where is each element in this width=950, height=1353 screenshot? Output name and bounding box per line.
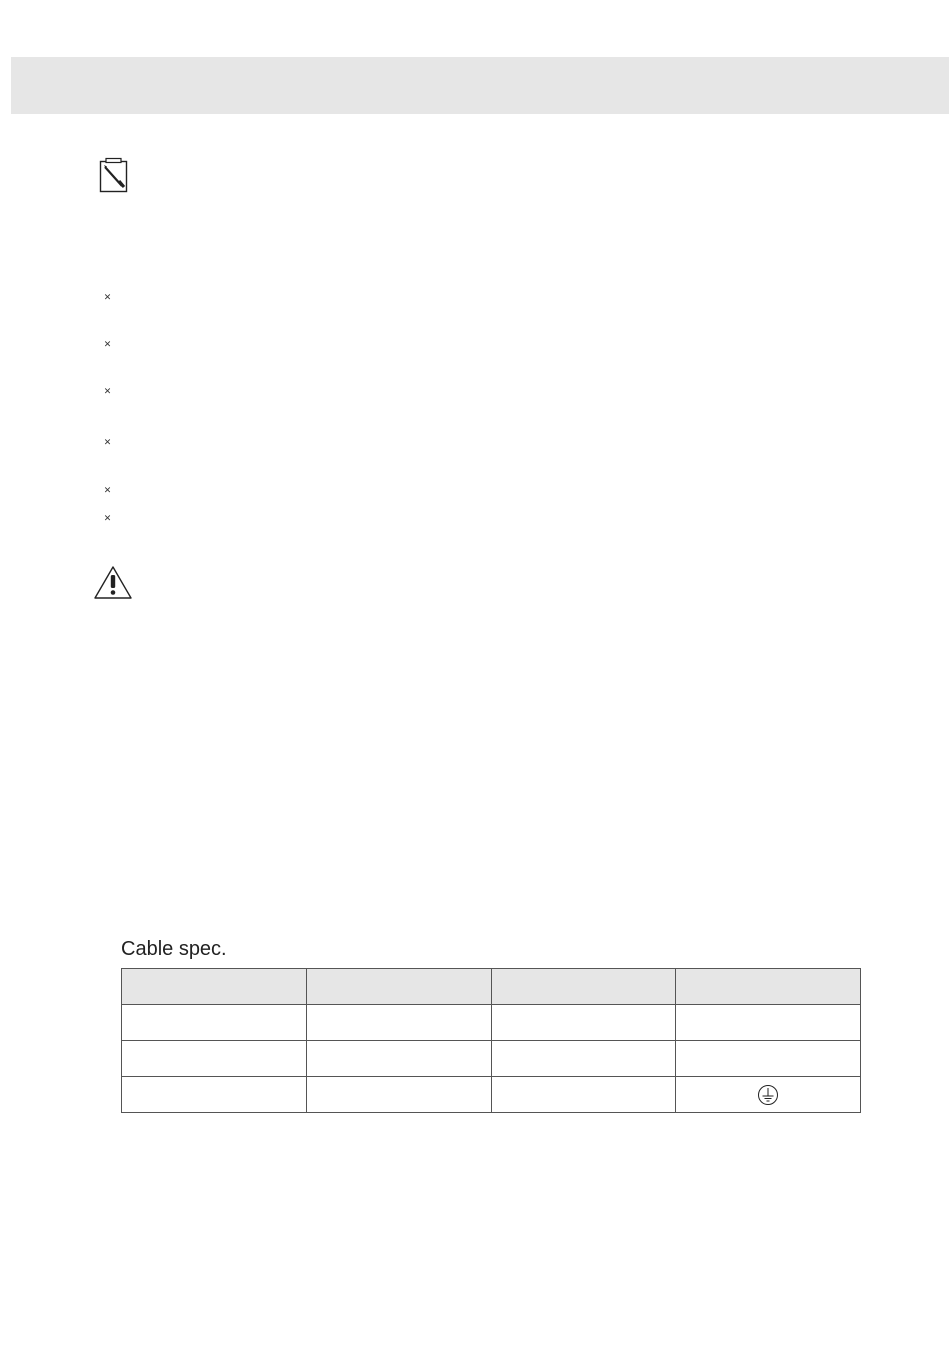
table-cell [306,1005,491,1041]
table-cell [491,1005,676,1041]
table-cell [676,1005,861,1041]
bullet-marker: ✕ [103,340,112,350]
ground-symbol-icon [757,1084,779,1106]
table-cell [306,1077,491,1113]
bullet-list [103,0,123,600]
table-cell [122,1005,307,1041]
table-cell [306,1041,491,1077]
bullet-marker: ✕ [103,486,112,496]
table-row [122,1041,861,1077]
table-cell [122,1077,307,1113]
table-header-cell [491,969,676,1005]
bullet-marker: ✕ [103,293,112,303]
table-row [122,1005,861,1041]
cable-spec-table [121,968,861,1113]
table-cell [491,1041,676,1077]
table-cell [491,1077,676,1113]
table-header-cell [122,969,307,1005]
table-header-cell [676,969,861,1005]
table-cell [122,1041,307,1077]
header-band [11,57,949,114]
cable-spec-title: Cable spec. [121,938,227,960]
warning-triangle-icon [93,565,133,601]
bullet-marker: ✕ [103,387,112,397]
bullet-marker: ✕ [103,438,112,448]
table-cell [676,1041,861,1077]
table-header-row [122,969,861,1005]
bullet-marker: ✕ [103,514,112,524]
table-header-cell [306,969,491,1005]
table-row [122,1077,861,1113]
table-cell [676,1077,861,1113]
